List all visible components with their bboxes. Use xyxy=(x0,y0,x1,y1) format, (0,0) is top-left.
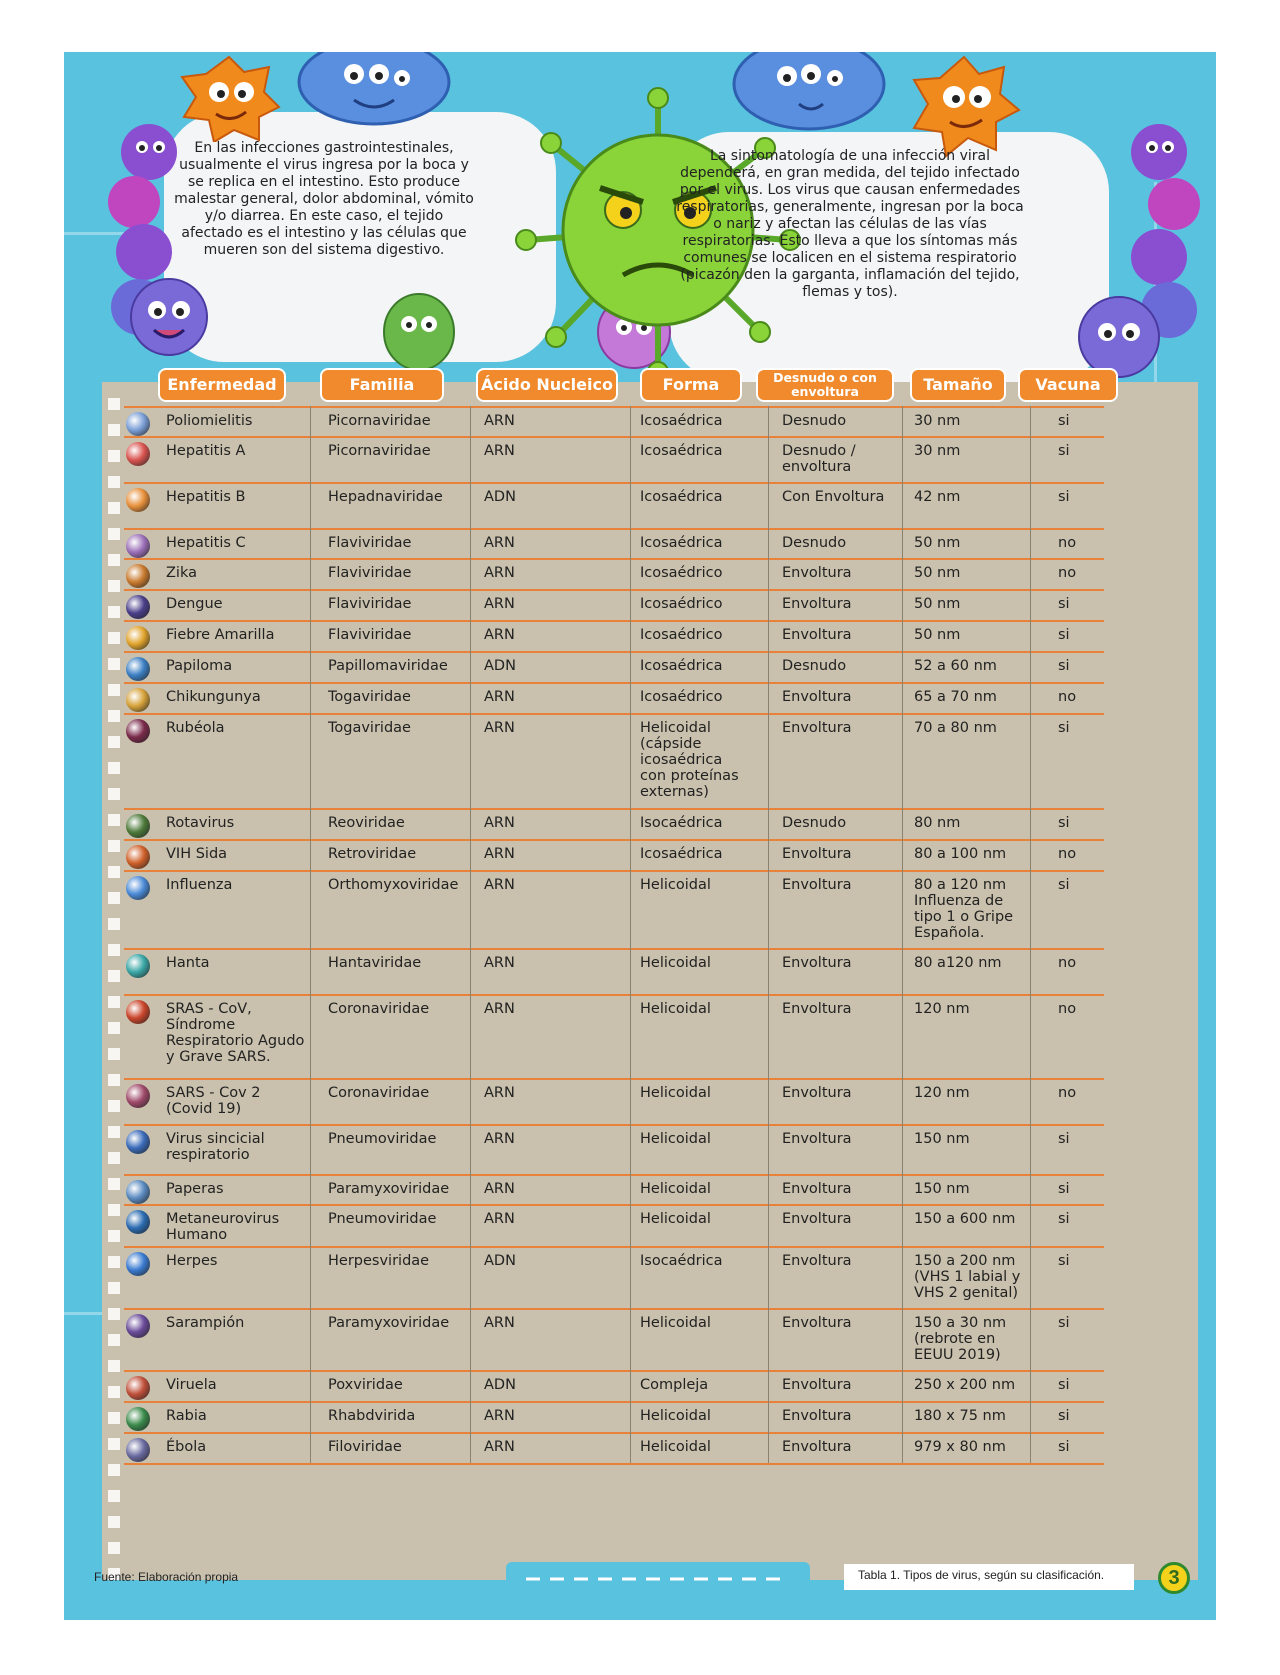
cell-envoltura: Envoltura xyxy=(782,877,852,893)
intro-right-text: La sintomatología de una infección viral dependerá, en gran medida, del tejido infectado por el virus. Los virus que causan enfermedades respiratorias, generalmente, ingresan por la boca o nariz y afectan las células de las vías respiratorias. Esto lleva a que los síntomas más comunes se localicen en el sistema respiratorio (picazón den la garganta, inflamación del tejido, flemas y tos). xyxy=(676,148,1024,300)
cell-familia: Flaviviridae xyxy=(328,565,412,581)
cell-envoltura: Envoltura xyxy=(782,1408,852,1424)
cell-tamano: 150 a 200 nm (VHS 1 labial y VHS 2 genital) xyxy=(914,1253,1021,1301)
cell-familia: Rhabdvirida xyxy=(328,1408,416,1424)
cell-forma: Helicoidal xyxy=(640,1315,711,1331)
cell-envoltura: Envoltura xyxy=(782,1253,852,1269)
cell-vacuna: si xyxy=(1058,1253,1070,1269)
cell-acido: ARN xyxy=(484,1181,515,1197)
cell-acido: ARN xyxy=(484,627,515,643)
cell-familia: Picornaviridae xyxy=(328,413,431,429)
cell-forma: Icosaédrica xyxy=(640,413,723,429)
margin-hole xyxy=(108,424,120,436)
cell-tamano: 50 nm xyxy=(914,565,961,581)
cell-acido: ARN xyxy=(484,565,515,581)
page-background xyxy=(64,52,1216,1620)
margin-hole xyxy=(108,1256,120,1268)
cell-forma: Helicoidal xyxy=(640,1439,711,1455)
cell-forma: Helicoidal xyxy=(640,1211,711,1227)
cell-enfermedad: Sarampión xyxy=(166,1315,245,1331)
table-row-divider xyxy=(124,1463,1104,1465)
cell-acido: ADN xyxy=(484,1377,516,1393)
green-cartoon-virus-icon xyxy=(364,272,474,372)
cell-vacuna: si xyxy=(1058,658,1070,674)
margin-hole xyxy=(108,1542,120,1554)
header-envoltura: Desnudo o con envoltura xyxy=(756,368,894,402)
cell-forma: Icosaédrica xyxy=(640,535,723,551)
cell-enfermedad: Hepatitis A xyxy=(166,443,246,459)
margin-hole xyxy=(108,970,120,982)
margin-hole xyxy=(108,658,120,670)
margin-hole xyxy=(108,814,120,826)
virus-icon xyxy=(126,1210,150,1234)
margin-hole xyxy=(108,528,120,540)
cell-enfermedad: Metaneurovirus Humano xyxy=(166,1211,280,1243)
virus-icon xyxy=(126,814,150,838)
cell-familia: Reoviridae xyxy=(328,815,405,831)
cell-acido: ARN xyxy=(484,955,515,971)
cell-acido: ARN xyxy=(484,1131,515,1147)
cell-enfermedad: Rubéola xyxy=(166,720,225,736)
table-row-divider xyxy=(124,839,1104,841)
cell-familia: Togaviridae xyxy=(328,720,411,736)
cell-acido: ARN xyxy=(484,535,515,551)
cell-familia: Togaviridae xyxy=(328,689,411,705)
dashed-bar xyxy=(506,1562,810,1596)
cell-envoltura: Envoltura xyxy=(782,1377,852,1393)
margin-hole xyxy=(108,606,120,618)
margin-hole xyxy=(108,1464,120,1476)
cell-enfermedad: Hepatitis B xyxy=(166,489,246,505)
table-row-divider xyxy=(124,1370,1104,1372)
margin-hole xyxy=(108,554,120,566)
cell-forma: Icosaédrica xyxy=(640,658,723,674)
cell-familia: Coronaviridae xyxy=(328,1001,430,1017)
cell-enfermedad: Ébola xyxy=(166,1439,207,1455)
cell-envoltura: Envoltura xyxy=(782,689,852,705)
cell-tamano: 150 nm xyxy=(914,1181,970,1197)
cell-vacuna: si xyxy=(1058,877,1070,893)
cell-familia: Orthomyxoviridae xyxy=(328,877,459,893)
cell-familia: Poxviridae xyxy=(328,1377,403,1393)
cell-enfermedad: Dengue xyxy=(166,596,223,612)
cell-enfermedad: Viruela xyxy=(166,1377,217,1393)
cell-familia: Flaviviridae xyxy=(328,535,412,551)
cell-familia: Flaviviridae xyxy=(328,596,412,612)
cell-familia: Pneumoviridae xyxy=(328,1211,437,1227)
margin-hole xyxy=(108,788,120,800)
cell-vacuna: si xyxy=(1058,1131,1070,1147)
margin-hole xyxy=(108,1516,120,1528)
cell-acido: ARN xyxy=(484,1439,515,1455)
orange-virus-icon xyxy=(904,52,1024,162)
cell-tamano: 52 a 60 nm xyxy=(914,658,997,674)
cell-envoltura: Desnudo xyxy=(782,815,847,831)
cell-vacuna: si xyxy=(1058,1377,1070,1393)
cell-acido: ADN xyxy=(484,489,516,505)
cell-enfermedad: Herpes xyxy=(166,1253,218,1269)
cell-envoltura: Envoltura xyxy=(782,1439,852,1455)
cell-acido: ADN xyxy=(484,1253,516,1269)
cell-acido: ARN xyxy=(484,1001,515,1017)
cell-acido: ARN xyxy=(484,413,515,429)
cell-enfermedad: SARS - Cov 2 (Covid 19) xyxy=(166,1085,261,1117)
cell-tamano: 80 a 100 nm xyxy=(914,846,1007,862)
cell-tamano: 180 x 75 nm xyxy=(914,1408,1006,1424)
cell-forma: Helicoidal xyxy=(640,1001,711,1017)
cell-familia: Retroviridae xyxy=(328,846,417,862)
virus-icon xyxy=(126,564,150,588)
cell-familia: Filoviridae xyxy=(328,1439,402,1455)
cell-envoltura: Envoltura xyxy=(782,565,852,581)
cell-tamano: 150 nm xyxy=(914,1131,970,1147)
virus-icon xyxy=(126,534,150,558)
table-column-divider xyxy=(630,406,631,1463)
table-row-divider xyxy=(124,1204,1104,1206)
cell-vacuna: no xyxy=(1058,565,1077,581)
header-tamano: Tamaño xyxy=(910,368,1006,402)
cell-familia: Coronaviridae xyxy=(328,1085,430,1101)
margin-hole xyxy=(108,1490,120,1502)
cell-tamano: 30 nm xyxy=(914,413,961,429)
cell-forma: Isocaédrica xyxy=(640,815,723,831)
cell-forma: Helicoidal xyxy=(640,1181,711,1197)
margin-hole xyxy=(108,1152,120,1164)
cell-enfermedad: Fiebre Amarilla xyxy=(166,627,275,643)
cell-vacuna: si xyxy=(1058,1181,1070,1197)
cell-vacuna: si xyxy=(1058,489,1070,505)
table-row-divider xyxy=(124,528,1104,530)
table-row-divider xyxy=(124,1432,1104,1434)
margin-hole xyxy=(108,1412,120,1424)
cell-envoltura: Envoltura xyxy=(782,596,852,612)
table-column-divider xyxy=(470,406,471,1463)
margin-hole xyxy=(108,476,120,488)
cell-vacuna: si xyxy=(1058,815,1070,831)
margin-hole xyxy=(108,1048,120,1060)
cell-vacuna: no xyxy=(1058,846,1077,862)
purple-cartoon-virus-icon xyxy=(1064,282,1174,382)
cell-enfermedad: Virus sincicial respiratorio xyxy=(166,1131,265,1163)
margin-hole xyxy=(108,1100,120,1112)
cell-vacuna: no xyxy=(1058,689,1077,705)
virus-icon xyxy=(126,595,150,619)
virus-icon xyxy=(126,488,150,512)
virus-icon xyxy=(126,1438,150,1462)
margin-hole xyxy=(108,1360,120,1372)
cell-tamano: 150 a 600 nm xyxy=(914,1211,1016,1227)
source-note: Fuente: Elaboración propia xyxy=(94,1570,239,1584)
cell-envoltura: Envoltura xyxy=(782,627,852,643)
virus-icon xyxy=(126,1000,150,1024)
cell-forma: Helicoidal xyxy=(640,1085,711,1101)
virus-icon xyxy=(126,1407,150,1431)
cell-acido: ARN xyxy=(484,596,515,612)
cell-forma: Icosaédrico xyxy=(640,565,723,581)
margin-hole xyxy=(108,762,120,774)
margin-hole xyxy=(108,1022,120,1034)
cell-tamano: 979 x 80 nm xyxy=(914,1439,1006,1455)
virus-icon xyxy=(126,1084,150,1108)
margin-hole xyxy=(108,892,120,904)
cell-vacuna: no xyxy=(1058,1085,1077,1101)
margin-hole xyxy=(108,1282,120,1294)
cell-envoltura: Envoltura xyxy=(782,1315,852,1331)
margin-hole xyxy=(108,1178,120,1190)
purple-cartoon-virus-icon xyxy=(124,262,214,362)
header-enfermedad: Enfermedad xyxy=(158,368,286,402)
cell-familia: Pneumoviridae xyxy=(328,1131,437,1147)
margin-hole xyxy=(108,840,120,852)
cell-acido: ADN xyxy=(484,658,516,674)
virus-icon xyxy=(126,876,150,900)
virus-icon xyxy=(126,626,150,650)
cell-envoltura: Desnudo xyxy=(782,413,847,429)
table-row-divider xyxy=(124,1124,1104,1126)
virus-icon xyxy=(126,845,150,869)
table-column-divider xyxy=(310,406,311,1463)
cell-vacuna: si xyxy=(1058,1439,1070,1455)
cell-acido: ARN xyxy=(484,443,515,459)
margin-hole xyxy=(108,1308,120,1320)
cell-envoltura: Envoltura xyxy=(782,1001,852,1017)
cell-acido: ARN xyxy=(484,1408,515,1424)
table-row-divider xyxy=(124,948,1104,950)
cell-forma: Icosaédrica xyxy=(640,443,723,459)
table-row-divider xyxy=(124,589,1104,591)
cell-envoltura: Envoltura xyxy=(782,1085,852,1101)
cell-envoltura: Envoltura xyxy=(782,720,852,736)
cell-enfermedad: Papiloma xyxy=(166,658,233,674)
margin-hole xyxy=(108,684,120,696)
cell-enfermedad: VIH Sida xyxy=(166,846,228,862)
cell-tamano: 50 nm xyxy=(914,627,961,643)
cell-forma: Helicoidal (cápside icosaédrica con proteínas externas) xyxy=(640,720,739,800)
cell-forma: Helicoidal xyxy=(640,877,711,893)
margin-hole xyxy=(108,996,120,1008)
cell-forma: Helicoidal xyxy=(640,955,711,971)
virus-icon xyxy=(126,1376,150,1400)
virus-icon xyxy=(126,412,150,436)
header-acido-nucleico: Ácido Nucleico xyxy=(476,368,618,402)
margin-hole xyxy=(108,580,120,592)
table-row-divider xyxy=(124,651,1104,653)
cell-enfermedad: Hanta xyxy=(166,955,210,971)
cell-forma: Icosaédrico xyxy=(640,689,723,705)
table-row-divider xyxy=(124,1308,1104,1310)
cell-forma: Icosaédrica xyxy=(640,489,723,505)
pattern-line xyxy=(64,1312,104,1315)
table-row-divider xyxy=(124,1401,1104,1403)
cell-forma: Icosaédrico xyxy=(640,627,723,643)
header-forma: Forma xyxy=(640,368,742,402)
margin-hole xyxy=(108,710,120,722)
virus-icon xyxy=(126,954,150,978)
table-row-divider xyxy=(124,558,1104,560)
margin-hole xyxy=(108,1204,120,1216)
virus-icon xyxy=(126,1314,150,1338)
cell-tamano: 120 nm xyxy=(914,1085,970,1101)
cell-acido: ARN xyxy=(484,720,515,736)
cell-envoltura: Envoltura xyxy=(782,1211,852,1227)
cell-acido: ARN xyxy=(484,846,515,862)
cell-familia: Hepadnaviridae xyxy=(328,489,443,505)
cell-forma: Icosaédrica xyxy=(640,846,723,862)
table-row-divider xyxy=(124,436,1104,438)
table-column-divider xyxy=(768,406,769,1463)
margin-hole xyxy=(108,944,120,956)
cell-tamano: 50 nm xyxy=(914,535,961,551)
virus-icon xyxy=(126,657,150,681)
cell-familia: Picornaviridae xyxy=(328,443,431,459)
cell-acido: ARN xyxy=(484,1211,515,1227)
cell-familia: Herpesviridae xyxy=(328,1253,430,1269)
margin-hole xyxy=(108,1438,120,1450)
cell-acido: ARN xyxy=(484,1085,515,1101)
cell-familia: Papillomaviridae xyxy=(328,658,448,674)
cell-tamano: 50 nm xyxy=(914,596,961,612)
cell-enfermedad: Poliomielitis xyxy=(166,413,253,429)
cell-vacuna: no xyxy=(1058,1001,1077,1017)
cell-enfermedad: Chikungunya xyxy=(166,689,261,705)
cell-vacuna: si xyxy=(1058,413,1070,429)
cell-enfermedad: Rotavirus xyxy=(166,815,235,831)
cell-enfermedad: Hepatitis C xyxy=(166,535,246,551)
cell-tamano: 80 a 120 nm Influenza de tipo 1 o Gripe Española. xyxy=(914,877,1014,941)
margin-hole xyxy=(108,1126,120,1138)
table-row-divider xyxy=(124,1078,1104,1080)
cell-forma: Helicoidal xyxy=(640,1131,711,1147)
cell-vacuna: si xyxy=(1058,443,1070,459)
table-row-divider xyxy=(124,682,1104,684)
table-column-divider xyxy=(902,406,903,1463)
cell-familia: Paramyxoviridae xyxy=(328,1315,450,1331)
virus-icon xyxy=(126,1130,150,1154)
header-familia: Familia xyxy=(320,368,444,402)
virus-icon xyxy=(126,719,150,743)
margin-hole xyxy=(108,450,120,462)
cell-acido: ARN xyxy=(484,815,515,831)
margin-hole xyxy=(108,632,120,644)
cell-enfermedad: Influenza xyxy=(166,877,233,893)
cell-enfermedad: Rabia xyxy=(166,1408,207,1424)
margin-hole xyxy=(108,1334,120,1346)
cell-tamano: 150 a 30 nm (rebrote en EEUU 2019) xyxy=(914,1315,1007,1363)
cell-forma: Isocaédrica xyxy=(640,1253,723,1269)
cell-envoltura: Desnudo / envoltura xyxy=(782,443,856,475)
table-row-divider xyxy=(124,1246,1104,1248)
cell-vacuna: si xyxy=(1058,1408,1070,1424)
cell-tamano: 42 nm xyxy=(914,489,961,505)
cell-tamano: 120 nm xyxy=(914,1001,970,1017)
blue-virus-icon xyxy=(294,52,454,132)
cell-envoltura: Envoltura xyxy=(782,1181,852,1197)
cell-vacuna: si xyxy=(1058,1315,1070,1331)
header-vacuna: Vacuna xyxy=(1018,368,1118,402)
cell-tamano: 65 a 70 nm xyxy=(914,689,997,705)
cell-vacuna: si xyxy=(1058,627,1070,643)
table-row-divider xyxy=(124,713,1104,715)
virus-icon xyxy=(126,442,150,466)
margin-hole xyxy=(108,398,120,410)
table-row-divider xyxy=(124,870,1104,872)
margin-hole xyxy=(108,1386,120,1398)
cell-enfermedad: SRAS - CoV, Síndrome Respiratorio Agudo y Grave SARS. xyxy=(166,1001,305,1065)
cell-vacuna: si xyxy=(1058,720,1070,736)
cell-acido: ARN xyxy=(484,689,515,705)
margin-hole xyxy=(108,1074,120,1086)
cell-tamano: 250 x 200 nm xyxy=(914,1377,1016,1393)
margin-hole xyxy=(108,1230,120,1242)
cell-forma: Helicoidal xyxy=(640,1408,711,1424)
virus-icon xyxy=(126,1252,150,1276)
cell-envoltura: Envoltura xyxy=(782,955,852,971)
cell-enfermedad: Zika xyxy=(166,565,197,581)
page-number: 3 xyxy=(1158,1562,1190,1594)
cell-acido: ARN xyxy=(484,877,515,893)
table-row-divider xyxy=(124,482,1104,484)
virus-icon xyxy=(126,688,150,712)
cell-envoltura: Desnudo xyxy=(782,658,847,674)
cell-enfermedad: Paperas xyxy=(166,1181,224,1197)
cell-tamano: 30 nm xyxy=(914,443,961,459)
cell-tamano: 80 a120 nm xyxy=(914,955,1002,971)
cell-tamano: 70 a 80 nm xyxy=(914,720,997,736)
cell-forma: Compleja xyxy=(640,1377,709,1393)
virus-icon xyxy=(126,1180,150,1204)
cell-vacuna: si xyxy=(1058,1211,1070,1227)
cell-vacuna: si xyxy=(1058,596,1070,612)
table-row-divider xyxy=(124,1174,1104,1176)
cell-familia: Flaviviridae xyxy=(328,627,412,643)
margin-hole xyxy=(108,736,120,748)
cell-envoltura: Envoltura xyxy=(782,846,852,862)
cell-vacuna: no xyxy=(1058,535,1077,551)
table-row-divider xyxy=(124,994,1104,996)
margin-hole xyxy=(108,918,120,930)
margin-hole xyxy=(108,866,120,878)
cell-acido: ARN xyxy=(484,1315,515,1331)
table-caption: Tabla 1. Tipos de virus, según su clasificación. xyxy=(858,1568,1105,1582)
cell-envoltura: Desnudo xyxy=(782,535,847,551)
table-column-divider xyxy=(1030,406,1031,1463)
table-row-divider xyxy=(124,406,1104,408)
table-row-divider xyxy=(124,808,1104,810)
cell-tamano: 80 nm xyxy=(914,815,961,831)
cell-familia: Hantaviridae xyxy=(328,955,422,971)
cell-envoltura: Con Envoltura xyxy=(782,489,885,505)
margin-hole xyxy=(108,502,120,514)
cell-vacuna: no xyxy=(1058,955,1077,971)
cell-envoltura: Envoltura xyxy=(782,1131,852,1147)
caption-box xyxy=(844,1564,1134,1590)
table-row-divider xyxy=(124,620,1104,622)
cell-forma: Icosaédrico xyxy=(640,596,723,612)
cell-familia: Paramyxoviridae xyxy=(328,1181,450,1197)
intro-left-text: En las infecciones gastrointestinales, usualmente el virus ingresa por la boca y se replica en el intestino. Esto produce malestar general, dolor abdominal, vómito y/o diarrea. En este caso, el tejido afectado es el intestino y las células que mueren son del sistema digestivo. xyxy=(174,140,474,258)
